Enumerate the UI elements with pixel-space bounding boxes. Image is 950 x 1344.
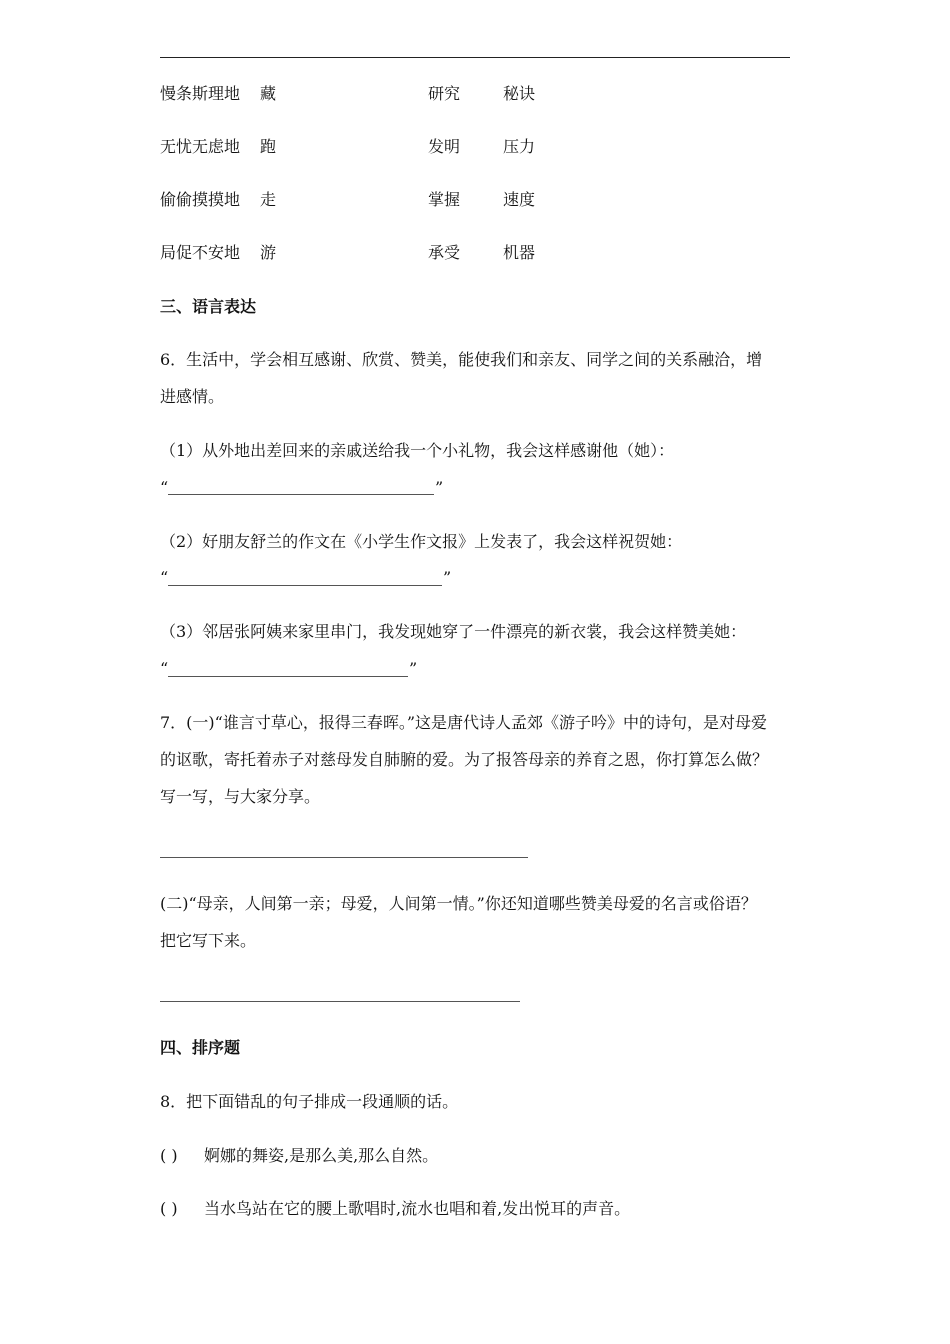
q7-line1: 7．(一)“谁言寸草心，报得三春晖。”这是唐代诗人孟郊《游子吟》中的诗句，是对母爱	[160, 713, 768, 732]
q6-sub1-open-quote: “	[160, 478, 169, 497]
q6-sub2: （2）好朋友舒兰的作文在《小学生作文报》上发表了，我会这样祝贺她：	[160, 532, 683, 551]
q6-sub3-close-quote: ”	[409, 659, 418, 678]
word-a-2: 发明	[428, 137, 461, 156]
section-3-title: 三、语言表达	[160, 297, 257, 316]
q6-sub3-open-quote: “	[160, 659, 169, 678]
adverb-1: 慢条斯理地	[160, 84, 241, 103]
q7-part2-line1: (二)“母亲，人间第一亲；母爱，人间第一情。”你还知道哪些赞美母爱的名言或俗语？	[160, 894, 757, 913]
q6-sub3-answer-line[interactable]	[168, 676, 408, 677]
verb-3: 走	[260, 190, 277, 209]
verb-2: 跑	[260, 137, 277, 156]
q6-line1: 6．生活中，学会相互感谢、欣赏、赞美，能使我们和亲友、同学之间的关系融洽，增	[160, 350, 763, 369]
q7-part2-line2: 把它写下来。	[160, 931, 257, 950]
q8-prompt: 8．把下面错乱的句子排成一段通顺的话。	[160, 1092, 459, 1111]
word-a-4: 承受	[428, 243, 461, 262]
q6-sub1: （1）从外地出差回来的亲戚送给我一个小礼物，我会这样感谢他（她）：	[160, 441, 675, 460]
q7-line3: 写一写，与大家分享。	[160, 787, 321, 806]
order-bracket-2[interactable]: ( )	[160, 1199, 178, 1218]
q7-line2: 的讴歌，寄托着赤子对慈母发自肺腑的爱。为了报答母亲的养育之恩，你打算怎么做？	[160, 750, 769, 769]
word-a-1: 研究	[428, 84, 461, 103]
word-b-2: 压力	[503, 137, 536, 156]
verb-1: 藏	[260, 84, 277, 103]
section-4-title: 四、排序题	[160, 1038, 241, 1057]
word-b-3: 速度	[503, 190, 536, 209]
order-bracket-1[interactable]: ( )	[160, 1146, 178, 1165]
q6-sub1-answer-line[interactable]	[168, 494, 434, 495]
q7-part2-answer-line[interactable]	[160, 1001, 520, 1002]
q6-line2: 进感情。	[160, 387, 225, 406]
word-b-4: 机器	[503, 243, 536, 262]
q6-sub3: （3）邻居张阿姨来家里串门，我发现她穿了一件漂亮的新衣裳，我会这样赞美她：	[160, 622, 747, 641]
word-b-1: 秘诀	[503, 84, 536, 103]
q6-sub1-close-quote: ”	[435, 478, 444, 497]
q6-sub2-open-quote: “	[160, 568, 169, 587]
order-sentence-2: 当水鸟站在它的腰上歌唱时,流水也唱和着,发出悦耳的声音。	[204, 1199, 631, 1218]
adverb-3: 偷偷摸摸地	[160, 190, 241, 209]
order-sentence-1: 婀娜的舞姿,是那么美,那么自然。	[204, 1146, 439, 1165]
q7-part1-answer-line[interactable]	[160, 857, 528, 858]
adverb-2: 无忧无虑地	[160, 137, 241, 156]
q6-sub2-answer-line[interactable]	[168, 585, 442, 586]
verb-4: 游	[260, 243, 277, 262]
q6-sub2-close-quote: ”	[443, 568, 452, 587]
word-a-3: 掌握	[428, 190, 461, 209]
adverb-4: 局促不安地	[160, 243, 241, 262]
header-rule	[160, 57, 790, 58]
